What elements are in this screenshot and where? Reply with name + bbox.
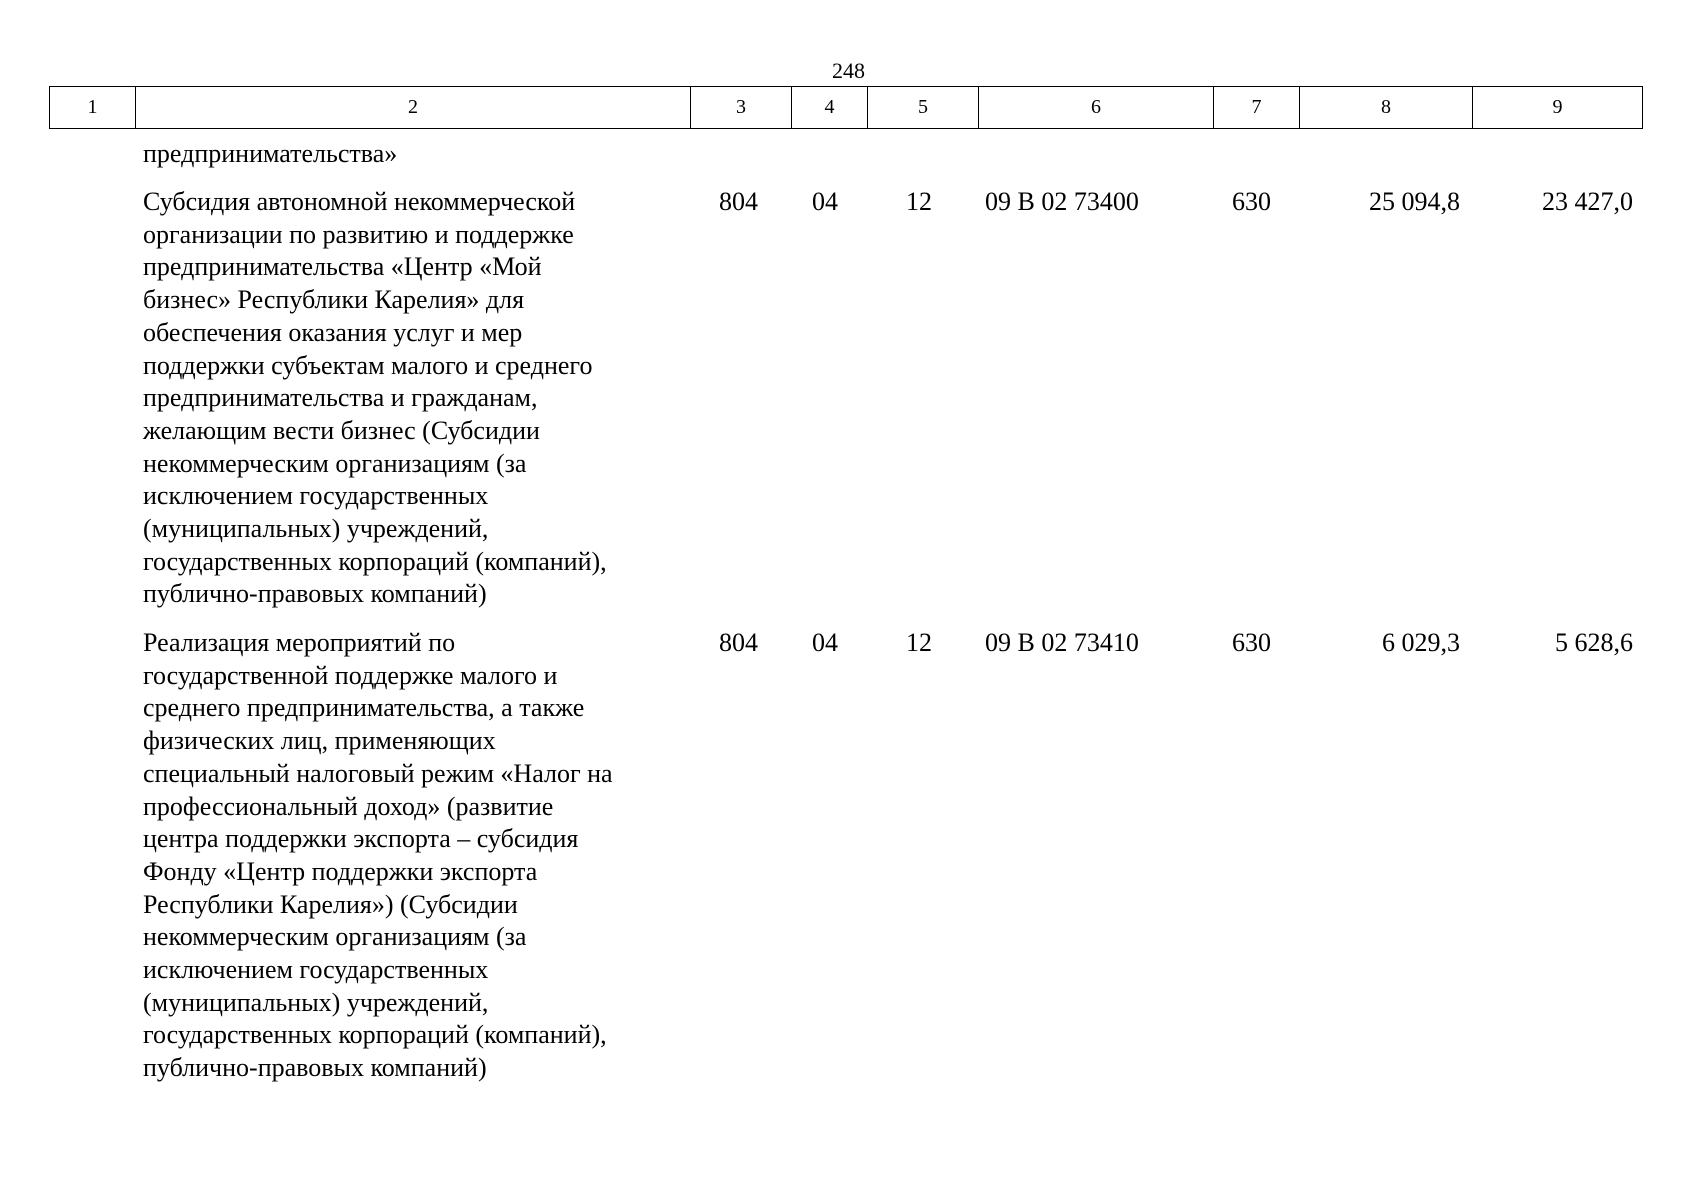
row-2-line: профессиональный доход» (развитие <box>143 791 554 821</box>
row-1-line: Субсидия автономной некоммерческой <box>143 187 576 216</box>
column-header-2: 2 <box>136 87 691 128</box>
row-1-line: поддержки субъектам малого и среднего <box>143 350 593 380</box>
row-1-line: бизнес» Республики Карелия» для <box>143 285 525 315</box>
column-header-6: 6 <box>979 87 1214 128</box>
row-1-line: предпринимательства «Центр «Мой <box>143 252 542 282</box>
row-2-line: (муниципальных) учреждений, <box>143 987 489 1017</box>
row-1-col9: 23 427,0 <box>1542 187 1633 216</box>
row-1-line: публично-правовых компаний) <box>143 579 487 609</box>
row-2-line: среднего предпринимательства, а также <box>143 693 585 723</box>
row-1-description <box>143 186 683 611</box>
row-1-col7: 630 <box>1232 187 1271 216</box>
column-header-7: 7 <box>1214 87 1300 128</box>
row-2-col4: 04 <box>812 628 838 657</box>
row-2-line: публично-правовых компаний) <box>143 1053 487 1083</box>
row-1-line: (муниципальных) учреждений, <box>143 514 489 544</box>
column-header-8: 8 <box>1300 87 1473 128</box>
row-2-description <box>143 627 683 1085</box>
row-2-col7: 630 <box>1232 628 1271 657</box>
row-2-col6: 09 В 02 73410 <box>985 628 1139 657</box>
row-1-line: государственных корпораций (компаний), <box>143 546 607 576</box>
column-header-5: 5 <box>868 87 979 128</box>
row-1-line: желающим вести бизнес (Субсидии <box>143 415 540 445</box>
page-number: 248 <box>832 58 865 83</box>
row-2-col5: 12 <box>906 628 932 657</box>
row-1-col4: 04 <box>812 187 838 216</box>
row-1-line: предпринимательства и гражданам, <box>143 383 538 413</box>
column-header-3: 3 <box>691 87 792 128</box>
row-2-line: государственной поддержке малого и <box>143 660 558 690</box>
column-header-4: 4 <box>792 87 868 128</box>
continuation-text: предпринимательства» <box>143 139 398 168</box>
row-2-line: физических лиц, применяющих <box>143 726 496 756</box>
table-header <box>49 86 1643 129</box>
row-1-line: обеспечения оказания услуг и мер <box>143 317 523 347</box>
row-2-col3: 804 <box>719 628 758 657</box>
row-2-line: специальный налоговый режим «Налог на <box>143 758 613 788</box>
row-1-line: исключением государственных <box>143 481 489 511</box>
row-2-line: Фонду «Центр поддержки экспорта <box>143 856 538 886</box>
row-2-line: исключением государственных <box>143 955 489 985</box>
column-header-1: 1 <box>50 87 136 128</box>
row-1-col3: 804 <box>719 187 758 216</box>
row-2-line: Республики Карелия») (Субсидии <box>143 889 518 919</box>
row-2-line: центра поддержки экспорта – субсидия <box>143 824 579 854</box>
row-1-line: некоммерческим организациям (за <box>143 448 527 478</box>
row-1-col8: 25 094,8 <box>1369 187 1460 216</box>
row-2-line: государственных корпораций (компаний), <box>143 1020 607 1050</box>
row-2-col9: 5 628,6 <box>1555 628 1633 657</box>
row-2-line: некоммерческим организациям (за <box>143 922 527 952</box>
row-2-line: Реализация мероприятий по <box>143 628 456 657</box>
row-2-col8: 6 029,3 <box>1382 628 1460 657</box>
row-1-col5: 12 <box>906 187 932 216</box>
row-1-col6: 09 В 02 73400 <box>985 187 1139 216</box>
row-1-line: организации по развитию и поддержке <box>143 219 574 249</box>
column-header-9: 9 <box>1552 96 1563 118</box>
